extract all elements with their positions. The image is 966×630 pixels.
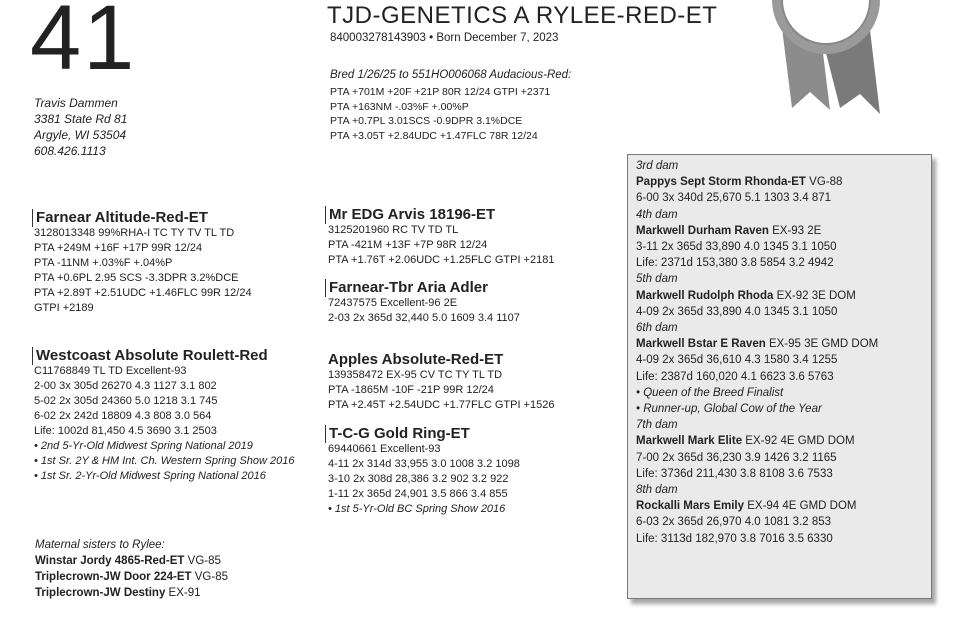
sire-line: 3128013348 99%RHA-I TC TY TV TL TD [34,227,235,239]
sire-of-dam-line: PTA -1865M -10F -21P 99R 12/24 [328,384,494,396]
sire-line: PTA -11NM +.03%F +.04%P [34,257,173,269]
dam-of-dam-line: 3-10 2x 308d 28,386 3.2 902 3.2 922 [328,473,509,485]
sister-item [35,569,228,585]
dam-line: Life: 1002d 81,450 4.5 3690 3.1 2503 [34,425,217,437]
bred-line: PTA +3.05T +2.84UDC +1.47FLC 78R 12/24 [330,129,538,142]
sister-name: Triplecrown-JW Door 224-ET [35,571,192,583]
dam-entry-honor: • Queen of the Breed Finalist [636,386,784,399]
dam-entry-honor: • Runner-up, Global Cow of the Year [636,403,822,416]
sister-item [35,585,228,601]
dam-entry-name: Rockalli Mars Emily [636,500,745,513]
dam-entry [636,433,931,449]
dam-generation: 7th dam [636,419,678,432]
dam-entry-name: Markwell Rudolph Rhoda [636,289,774,302]
dam-entry-score: EX-93 2E [768,224,822,237]
dam-entry-line: Life: 3113d 182,970 3.8 7016 3.5 6330 [636,532,833,545]
sisters-heading: Maternal sisters to Rylee: [35,539,165,551]
dam-of-dam-line: 1-11 2x 365d 24,901 3.5 866 3.4 855 [328,488,508,500]
dams-pedigree-box [627,154,932,599]
sire-of-sire-details [328,223,554,268]
dam-entry-score: EX-92 4E GMD DOM [742,435,855,448]
dam-entry-name: Pappys Sept Storm Rhonda-ET [636,176,806,189]
dam-entry-line: 4-09 2x 365d 36,610 4.3 1580 3.4 1255 [636,354,838,367]
sire-of-sire-line: PTA +1.76T +2.06UDC +1.25FLC GTPI +2181 [328,254,555,266]
bred-line: PTA +701M +20F +21P 80R 12/24 GTPI +2371 [330,86,551,98]
sire-name: Farnear Altitude-Red-ET [36,209,208,226]
dam-honor: • 1st Sr. 2Y & HM Int. Ch. Western Spring Show 2016 [34,455,295,467]
dam-line: 2-00 3x 305d 26270 4.3 1127 3.1 802 [34,380,217,392]
dam-entry [636,336,931,352]
ribbon-award-icon [752,0,952,125]
dam-entry [636,288,931,304]
owner-address: 3381 State Rd 81 [34,112,128,126]
dam-entry [636,498,931,514]
dam-of-dam-name: T-C-G Gold Ring-ET [329,425,470,442]
dam-honor: • 2nd 5-Yr-Old Midwest Spring National 2019 [34,440,253,452]
sister-score: VG-85 [191,571,228,583]
bred-heading: Bred 1/26/25 to 551HO006068 Audacious-Red: [330,69,572,81]
dam-entry-line: Life: 2387d 160,020 4.1 6623 3.6 5763 [636,370,834,383]
dam-entry-line: Life: 3736d 211,430 3.8 8108 3.6 7533 [636,467,833,480]
sire-line: PTA +2.89T +2.51UDC +1.46FLC 99R 12/24 [34,287,252,299]
dam-honor: • 1st Sr. 2-Yr-Old Midwest Spring National 2016 [34,470,266,482]
owner-city: Argyle, WI 53504 [34,128,127,142]
dam-of-dam-line: 69440661 Excellent-93 [328,443,441,455]
dam-name: Westcoast Absolute Roulett-Red [36,347,268,364]
sire-details [34,226,252,316]
sire-of-sire-name: Mr EDG Arvis 18196-ET [329,206,496,223]
dam-entry-line: 3-11 2x 365d 33,890 4.0 1345 3.1 1050 [636,241,837,254]
dam-entry-score: EX-92 3E DOM [773,289,856,302]
owner-phone: 608.426.1113 [34,144,106,158]
dam-of-dam-line: 4-11 2x 314d 33,955 3.0 1008 3.2 1098 [328,458,520,470]
dam-generation: 5th dam [636,273,678,286]
sire-of-sire-line: 3125201960 RC TV TD TL [328,224,459,236]
bred-line: PTA +163NM -.03%F +.00%P [330,100,469,113]
dam-block [32,347,268,365]
animal-name: TJD-GENETICS A RYLEE-RED-ET [327,2,718,29]
dam-generation: 4th dam [636,208,678,221]
owner-info [34,95,127,159]
dam-of-dam-honor: • 1st 5-Yr-Old BC Spring Show 2016 [328,503,506,515]
dam-entry-line: 6-03 2x 365d 26,970 4.0 1081 3.2 853 [636,516,832,529]
dam-line: 6-02 2x 242d 18809 4.3 808 3.0 564 [34,410,212,422]
dam-of-dam-block [325,425,470,443]
sire-line: GTPI +2189 [34,302,94,314]
dam-generation: 8th dam [636,484,678,497]
sire-block [32,209,208,227]
dam-entry-score: VG-88 [805,176,843,189]
dam-entry-line: 4-09 2x 365d 33,890 4.0 1345 3.1 1050 [636,305,838,318]
dam-entry-name: Markwell Mark Elite [636,435,743,448]
dam-line: C11768849 TL TD Excellent-93 [34,365,187,377]
dam-of-sire-line: 72437575 Excellent-96 2E [328,297,458,309]
dam-of-sire-block [325,279,488,297]
bred-line: PTA +0.7PL 3.01SCS -0.9DPR 3.1%DCE [330,115,523,127]
sire-of-dam-details [328,368,554,413]
sister-item [35,553,228,569]
dam-entry [636,174,931,190]
dam-of-sire-details [328,296,520,326]
sire-of-dam-line: PTA +2.45T +2.54UDC +1.77FLC GTPI +1526 [328,399,555,411]
dam-entry-line: 6-00 3x 340d 25,670 5.1 1303 3.4 871 [636,192,832,205]
owner-name: Travis Dammen [34,96,118,110]
sister-score: VG-85 [184,555,221,567]
sire-line: PTA +0.6PL 2.95 SCS -3.3DPR 3.2%DCE [34,272,239,284]
sire-of-sire-block [325,206,495,224]
sire-line: PTA +249M +16F +17P 99R 12/24 [34,242,203,254]
lot-number: 41 [30,0,137,89]
dam-line: 5-02 2x 305d 24360 5.0 1218 3.1 745 [34,395,218,407]
bred-details [330,85,550,143]
sister-name: Triplecrown-JW Destiny [35,587,166,599]
maternal-sisters [35,537,228,601]
dam-entry [636,223,931,239]
sister-name: Winstar Jordy 4865-Red-ET [35,555,185,567]
dam-entry-line: Life: 2371d 153,380 3.8 5854 3.2 4942 [636,257,834,270]
dam-generation: 6th dam [636,322,678,335]
sire-of-dam-name: Apples Absolute-Red-ET [328,351,504,368]
dam-of-sire-line: 2-03 2x 365d 32,440 5.0 1609 3.4 1107 [328,312,520,324]
dam-generation: 3rd dam [636,160,679,172]
dam-of-sire-name: Farnear-Tbr Aria Adler [329,279,488,296]
dam-entry-name: Markwell Durham Raven [636,224,769,237]
dam-entry-line: 7-00 2x 365d 36,230 3.9 1426 3.2 1165 [636,451,837,464]
sire-of-dam-block [328,351,503,369]
dam-entry-score: EX-95 3E GMD DOM [765,338,879,351]
sister-score: EX-91 [165,587,201,599]
dam-of-dam-details [328,442,520,517]
dam-details [34,364,294,484]
dam-entry-score: EX-94 4E GMD DOM [744,500,857,513]
sire-of-dam-line: 139358472 EX-95 CV TC TY TL TD [328,369,503,381]
dam-entry-name: Markwell Bstar E Raven [636,338,766,351]
registration-line: 840003278143903 • Born December 7, 2023 [330,32,559,44]
sire-of-sire-line: PTA -421M +13F +7P 98R 12/24 [328,239,488,251]
